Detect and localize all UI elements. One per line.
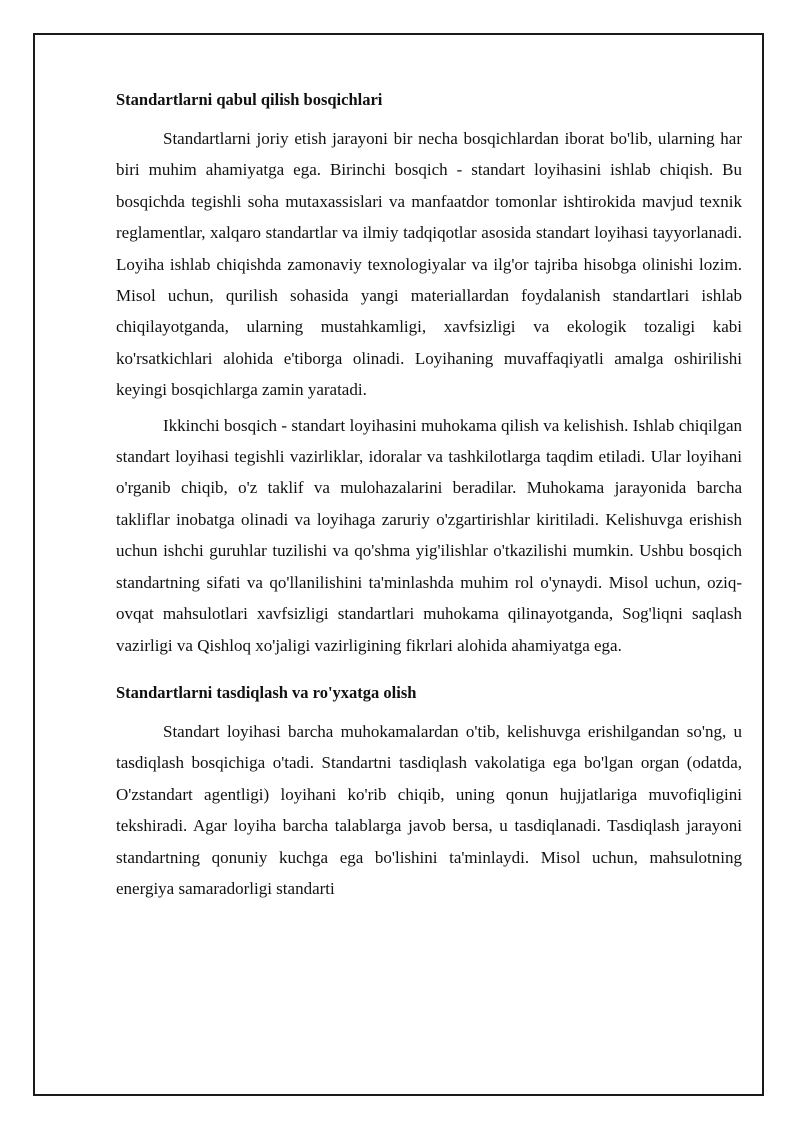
section-heading-adoption-stages: Standartlarni qabul qilish bosqichlari [116, 90, 383, 109]
paragraph-first-stage: Standartlarni joriy etish jarayoni bir necha bosqichlardan iborat bo'lib, ularning har biri muhim ahamiyatga ega. Birinchi bosqich - standart loyihasini ishlab chiqish. Bu bosqichda tegishli soha mutaxassislari va manfaatdor tomonlar ishtirokida mavjud texnik reglamentlar, xalqaro standartlar va ilmiy tadqiqotlar asosida standart loyihasi tayyorlanadi. Loyiha ishlab chiqishda zamonaviy texnologiyalar va ilg'or tajriba hisobga olinishi lozim. Misol uchun, qurilish sohasida yangi materiallardan foydalanish standartlari ishlab chiqilayotganda, ularning mustahkamligi, xavfsizligi va ekologik tozaligi kabi ko'rsatkichlari alohida e'tiborga olinadi. Loyihaning muvaffaqiyatli amalga oshirilishi keyingi bosqichlarga zamin yaratadi. [116, 129, 742, 400]
paragraph-second-stage: Ikkinchi bosqich - standart loyihasini muhokama qilish va kelishish. Ishlab chiqilgan standart loyihasi tegishli vazirliklar, idoralar va tashkilotlarga taqdim etiladi. Ular loyihani o'rganib chiqib, o'z taklif va mulohazalarini beradilar. Muhokama jarayonida barcha takliflar inobatga olinadi va loyihaga zaruriy o'zgartirishlar kiritiladi. Kelishuvga erishish uchun ishchi guruhlar tuzilishi va qo'shma yig'ilishlar o'tkazilishi mumkin. Ushbu bosqich standartning sifati va qo'llanilishini ta'minlashda muhim rol o'ynaydi. Misol uchun, oziq-ovqat mahsulotlari xavfsizligi standartlari muhokama qilinayotganda, Sog'liqni saqlash vazirligi va Qishloq xo'jaligi vazirligining fikrlari alohida ahamiyatga ega. [116, 415, 742, 655]
section-heading-approval-registration: Standartlarni tasdiqlash va ro'yxatga olish [116, 682, 417, 702]
paragraph-approval: Standart loyihasi barcha muhokamalardan o'tib, kelishuvga erishilgandan so'ng, u tasdiqlash bosqichiga o'tadi. Standartni tasdiqlash vakolatiga ega bo'lgan organ (odatda, O'zstandart agentligi) loyihani ko'rib chiqib, uning qonun hujjatlariga muvofiqligini tekshiradi. Agar loyiha barcha talablarga javob bersa, u tasdiqlanadi. Tasdiqlash jarayoni standartning qonuniy kuchga ega bo'lishini ta'minlaydi. Misol uchun, mahsulotning energiya samaradorligi standarti [116, 721, 742, 898]
document-body [116, 84, 742, 908]
